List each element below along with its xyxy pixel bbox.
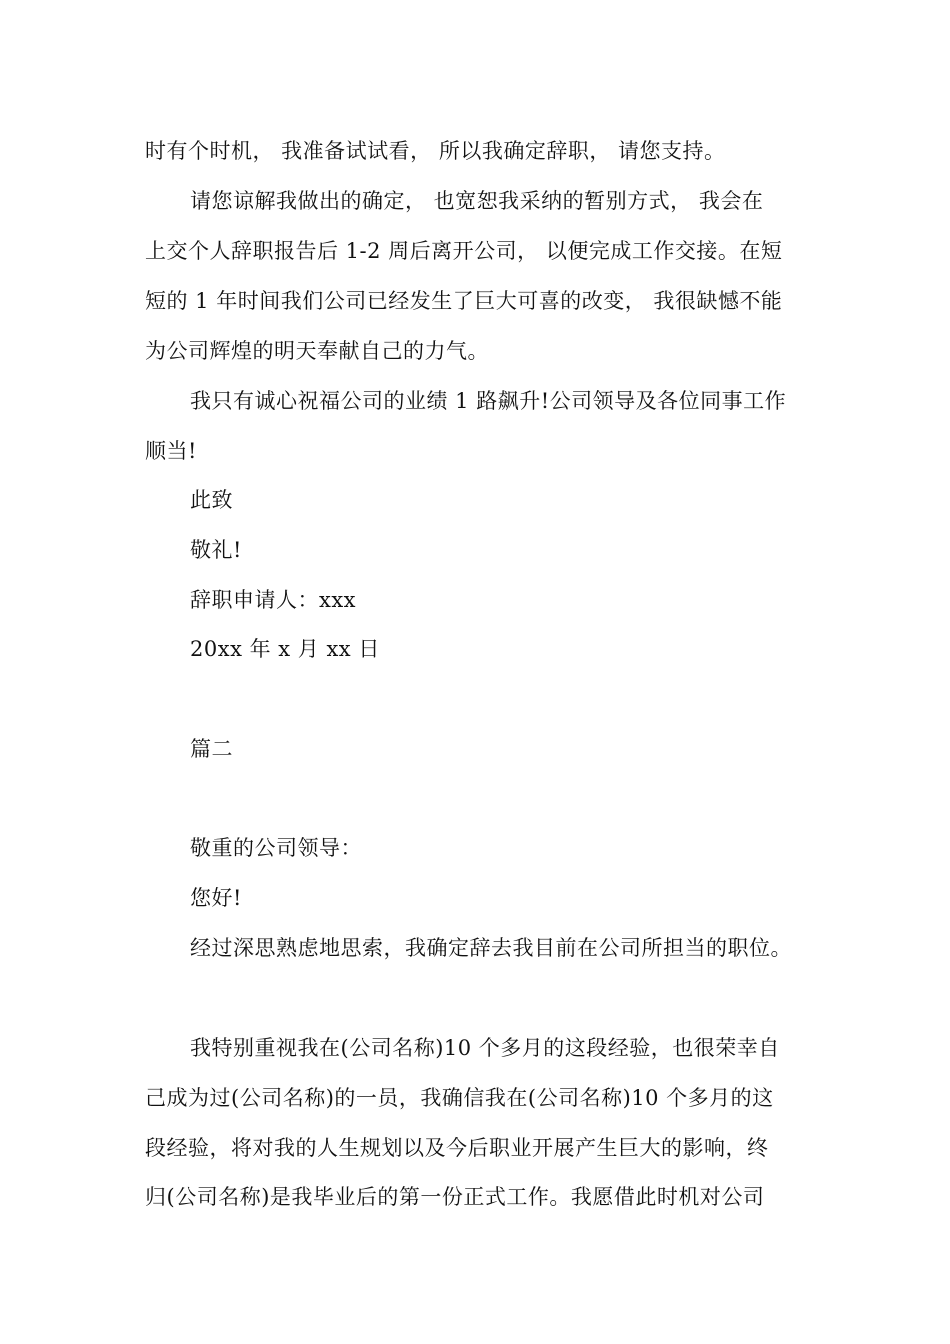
paragraph-line: 己成为过(公司名称)的一员，我确信我在(公司名称)10 个多月的这 — [145, 1086, 774, 1110]
paragraph-line: 请您谅解我做出的确定， 也宽恕我采纳的暂别方式， 我会在 — [190, 189, 764, 213]
paragraph-line: 归(公司名称)是我毕业后的第一份正式工作。我愿借此时机对公司 — [145, 1185, 765, 1209]
paragraph-line: 为公司辉煌的明天奉献自己的力气。 — [145, 339, 489, 363]
paragraph-line: 时有个时机， 我准备试试看， 所以我确定辞职， 请您支持。 — [145, 139, 726, 163]
paragraph-line: 顺当! — [145, 439, 197, 463]
paragraph-line: 段经验，将对我的人生规划以及今后职业开展产生巨大的影响，终 — [145, 1136, 769, 1160]
paragraph-line: 我只有诚心祝福公司的业绩 1 路飙升!公司领导及各位同事工作 — [190, 389, 787, 413]
paragraph-line: 上交个人辞职报告后 1-2 周后离开公司， 以便完成工作交接。在短 — [145, 239, 783, 263]
signature-line: 辞职申请人：xxx — [190, 588, 357, 612]
hello-line: 您好! — [190, 886, 242, 910]
closing-text: 此致 — [190, 488, 233, 512]
greeting-line: 敬重的公司领导： — [190, 836, 362, 860]
salute-text: 敬礼! — [190, 538, 242, 562]
date-line: 20xx 年 x 月 xx 日 — [190, 637, 380, 661]
paragraph-line: 我特别重视我在(公司名称)10 个多月的这段经验，也很荣幸自 — [190, 1036, 780, 1060]
section-heading: 篇二 — [190, 737, 233, 761]
paragraph-line: 短的 1 年时间我们公司已经发生了巨大可喜的改变， 我很缺憾不能 — [145, 289, 783, 313]
paragraph-line: 经过深思熟虑地思索，我确定辞去我目前在公司所担当的职位。 — [190, 936, 792, 960]
